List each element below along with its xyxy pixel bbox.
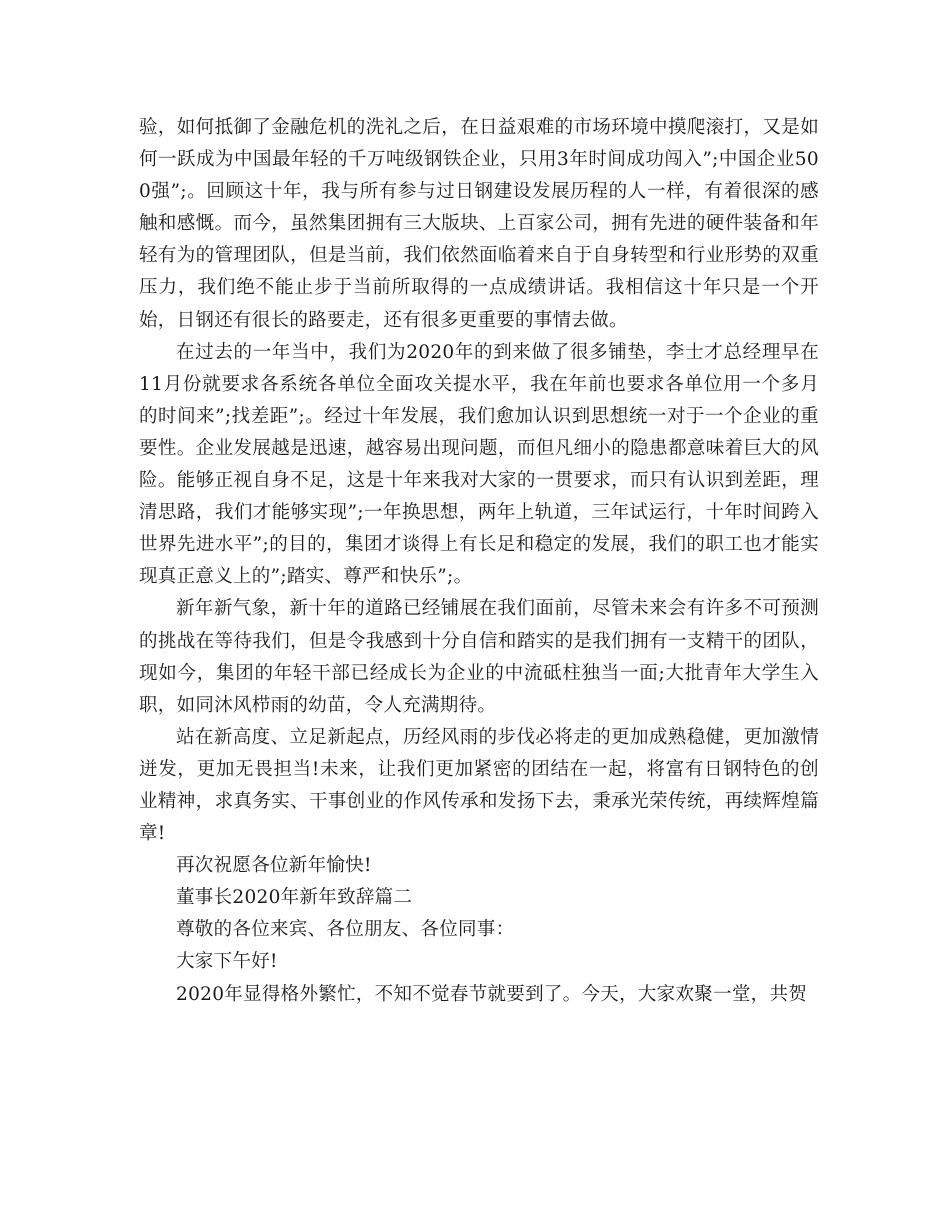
salutation-line: 尊敬的各位来宾、各位朋友、各位同事：: [176, 919, 515, 941]
paragraph-continued: 验，如何抵御了金融危机的洗礼之后，在日益艰难的市场环境中摸爬滚打，又是如何一跃成为中国最年轻的千万吨级钢铁企业，只用3年时间成功闯入”;中国企业500强”;。回顾这十年，我与所有参与过日钢建设发展历程的人一样，有着很深的感触和感慨。而今，虽然集团拥有三大版块、上百家公司，拥有先进的硬件装备和年轻有为的管理团队，但是当前，我们依然面临着来自于自身转型和行业形势的双重压力，我们绝不能止步于当前所取得的一点成绩讲话。我相信这十年只是一个开始，日钢还有很长的路要走，还有很多更重要的事情去做。: [139, 117, 819, 331]
opening-line: 2020年显得格外繁忙，不知不觉春节就要到了。今天，大家欢聚一堂，共贺: [176, 983, 808, 1005]
section-heading: 董事长2020年新年致辞篇二: [176, 887, 413, 909]
document-body: [139, 112, 819, 1011]
line-new-year-wishes: 再次祝愿各位新年愉快!: [176, 855, 372, 877]
paragraph-preparation: 在过去的一年当中，我们为2020年的到来做了很多铺垫，李士才总经理早在11月份就要求各系统各单位全面攻关提水平，我在年前也要求各单位用一个多月的时间来”;找差距”;。经过十年发展，我们愈加认识到思想统一对于一个企业的重要性。企业发展越是迅速，越容易出现问题，而但凡细小的隐患都意味着巨大的风险。能够正视自身不足，这是十年来我对大家的一贯要求，而只有认识到差距，理清思路，我们才能够实现”;一年换思想，两年上轨道，三年试运行，十年时间跨入世界先进水平”;的目的，集团才谈得上有长足和稳定的发展，我们的职工也才能实现真正意义上的”;踏实、尊严和快乐”;。: [139, 341, 819, 588]
paragraph-new-decade: 新年新气象，新十年的道路已经铺展在我们面前，尽管未来会有许多不可预测的挑战在等待我们，但是令我感到十分自信和踏实的是我们拥有一支精干的团队，现如今，集团的年轻干部已经成长为企业的中流砥柱独当一面;大批青年大学生入职，如同沐风栉雨的幼苗，令人充满期待。: [139, 598, 819, 716]
greeting-line: 大家下午好!: [176, 951, 278, 973]
paragraph-new-height: 站在新高度、立足新起点，历经风雨的步伐必将走的更加成熟稳健，更加激情迸发，更加无畏担当!未来，让我们更加紧密的团结在一起，将富有日钢特色的创业精神，求真务实、干事创业的作风传承和发扬下去，秉承光荣传统，再续辉煌篇章!: [139, 726, 819, 845]
